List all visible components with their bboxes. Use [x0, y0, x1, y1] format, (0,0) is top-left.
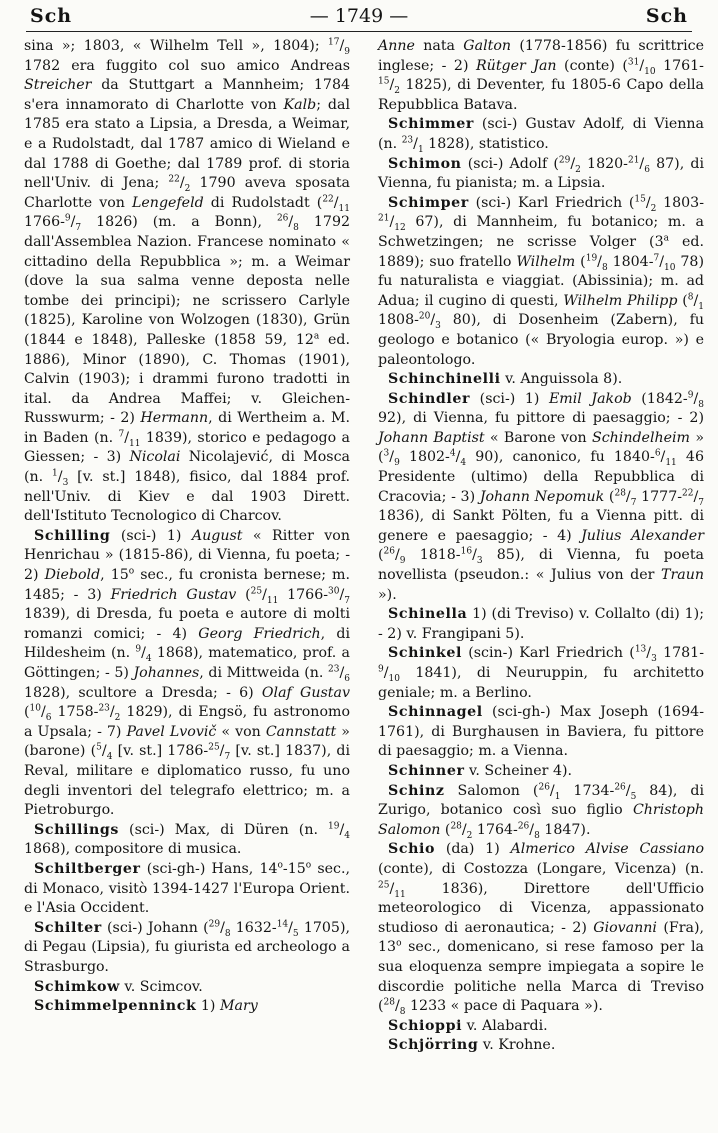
- running-head-left: Sch: [30, 5, 73, 27]
- dictionary-entry: Anne nata Galton (1778-1856) fu scrittrice inglese; - 2) Rütger Jan (conte) ($^{31}/_{10}$ $1761-^{15}/_2$ 1825), di Deventer, fu 1805-6 Capo della Repubblica Batava.: [378, 38, 705, 113]
- dictionary-entry: Schimmelpenninck 1) Mary: [34, 998, 258, 1015]
- entry-headword: Schinnagel: [388, 704, 483, 721]
- entry-headword: Schinchinelli: [388, 371, 501, 388]
- header-rule: [26, 31, 692, 32]
- dictionary-entry: Schinner v. Scheiner 4).: [388, 762, 573, 779]
- dictionary-entry: Schimper (sci-) Karl Friedrich ($^{15}/_2$ $1803-^{21}/_{12}$ 67), di Mannheim, fu botanico; m. a Schwetzingen; ne scrisse Volger (3$^a$ ed. 1889); suo fratello Wilhelm ($^{19}/_8$ $1804-^7/_{10}$ 78) fu naturalista e viaggiat. (Abissinia); m. ad Adua; il cugino di questi, Wilhelm Philipp ($^8/_1$ $1808-^{20}/_3$ 80), di Dosenheim (Zabern), fu geologo e botanico (« Bryologia europ. ») e paleontologo.: [378, 194, 705, 368]
- dictionary-entry: Schioppi v. Alabardi.: [388, 1017, 548, 1034]
- right-column: [378, 37, 704, 1127]
- running-head-right: Sch: [645, 5, 688, 27]
- dictionary-entry: Schinchinelli v. Anguissola 8).: [388, 371, 623, 388]
- dictionary-entry: Schio (da) 1) Almerico Alvise Cassiano (conte), di Costozza (Longare, Vicenza) (n. $^{25}/_{11}$ 1836), Direttore dell'Ufficio meteorologico di Vicenza, appassionato studioso di aeronautica; - 2) Giovanni (Fra), 13$^o$ sec., domenicano, si rese famoso per la sua eloquenza sempre impiegata a sopire le discordie politiche nella Marca di Treviso ($^{28}/_8$ 1233 « pace di Paquara »).: [378, 841, 705, 1017]
- entry-headword: Schimkow: [34, 978, 120, 995]
- entry-headword: Schindler: [388, 390, 471, 407]
- dictionary-entry: Schilter (sci-) Johann ($^{29}/_8$ $1632-^{14}/_5$ 1705), di Pegau (Lipsia), fu giurista ed archeologo a Strasburgo.: [24, 918, 350, 975]
- page-number: — 1749 —: [309, 5, 409, 27]
- dictionary-entry: Schindler (sci-) 1) Emil Jakob ($1842-^9/_8$ 92), di Vienna, fu pittore di paesaggio; - 2) Johann Baptist « Barone von Schindelheim » ($^3/_9$ $1802-^4/_4$ 90), canonico, fu $1840-^6/_{11}$ 46 Presidente (ultimo) della Repubblica di Cracovia; - 3) Johann Nepomuk ($^{28}/_7$ $1777-^{22}/_7$ 1836), di Sankt Pölten, fu a Vienna pitt. di genere e paesaggio; - 4) Julius Alexander ($^{26}/_9$ $1818-^{16}/_3$ 85), di Vienna, fu poeta novellista (pseudon.: « Julius von der Traun »).: [378, 389, 705, 603]
- page-header: [30, 3, 688, 29]
- dictionary-entry: Schilling (sci-) 1) August « Ritter von Henrichau » (1815-86), di Vienna, fu poeta; - 2) Diebold, 15$^o$ sec., fu cronista bernese; m. 1485; - 3) Friedrich Gustav ($^{25}/_{11}$ $1766-^{30}/_7$ 1839), di Dresda, fu poeta e autore di molti romanzi comici; - 4) Georg Friedrich, di Hildesheim (n. $^9/_4$ 1868), matematico, prof. a Göttingen; - 5) Johannes, di Mittweida (n. $^{23}/_6$ 1828), scultore a Dresda; - 6) Olaf Gustav ($^{10}/_6$ $1758-^{23}/_2$ 1829), di Engsö, fu astronomo a Upsala; - 7) Pavel Lvovič « von Cannstatt » (barone) ($^5/_4$ [v. st.] $1786-^{25}/_7$ [v. st.] 1837), di Reval, militare e diplomatico russo, fu uno degli inventori del telegrafo elettrico; m. a Pietroburgo.: [24, 527, 351, 819]
- entry-headword: Schinner: [388, 762, 465, 779]
- dictionary-entry: Schimkow v. Scimcov.: [34, 978, 203, 995]
- dictionary-entry: sina »; 1803, « Wilhelm Tell », 1804); $^{17}/_9$ 1782 era fuggito col suo amico Andreas Streicher da Stuttgart a Mannheim; 1784 s'era innamorato di Charlotte von Kalb; dal 1785 era stato a Lipsia, a Dresda, a Weimar, e a Rudolstadt, dal 1787 amico di Wieland e dal 1788 di Goethe; dal 1789 prof. di storia nell'Univ. di Jena; $^{22}/_2$ 1790 aveva sposata Charlotte von Lengefeld di Rudolstadt ($^{22}/_{11}$ $1766-^9/_7$ 1826) (m. a Bonn), $^{26}/_8$ 1792 dall'Assemblea Nazion. Francese nominato « cittadino della Repubblica »; m. a Weimar (dove la sua salma venne deposta nelle tombe dei principi); ne scrissero Carlyle (1825), Karoline von Wolzogen (1830), Grün (1844 e 1848), Palleske (1858 59, 12$^a$ ed. 1886), Minor (1890), C. Thomas (1901), Calvin (1903); i drammi furono tradotti in ital. da Andrea Maffei; v. Gleichen-Russwurm; - 2) Hermann, di Wertheim a. M. in Baden (n. $^7/_{11}$ 1839), storico e pedagogo a Giessen; - 3) Nicolai Nicolajević, di Mosca (n. $^1/_3$ [v. st.] 1848), fisico, dal 1884 prof. nell'Univ. di Kiev e dal 1903 Dirett. dell'Istituto Tecnologico di Charcov.: [24, 37, 351, 525]
- dictionary-entry: Schillings (sci-) Max, di Düren (n. $^{19}/_4$ 1868), compositore di musica.: [24, 821, 350, 858]
- dictionary-entry: Schinella 1) (di Treviso) v. Collalto (di) 1); - 2) v. Frangipani 5).: [378, 606, 704, 642]
- dictionary-entry: Schiltberger (sci-gh-) Hans, 14$^o$-15$^o$ sec., di Monaco, visitò 1394-1427 l'Europa Orient. e l'Asia Occident.: [24, 860, 350, 917]
- entry-headword: Schimmer: [388, 116, 474, 133]
- entry-headword: Schilling: [34, 527, 111, 544]
- entry-headword: Schimon: [388, 155, 462, 172]
- dictionary-entry: Schinz Salomon ($^{26}/_1$ $1734-^{26}/_5$ 84), di Zurigo, botanico così suo figlio Christoph Salomon ($^{28}/_2$ $1764-^{26}/_8$ 1847).: [378, 781, 704, 841]
- left-column: [24, 37, 350, 1127]
- dictionary-entry: Schimmer (sci-) Gustav Adolf, di Vienna (n. $^{23}/_1$ 1828), statistico.: [378, 116, 704, 155]
- entry-headword: Schinella: [388, 606, 468, 623]
- dictionary-entry: Schinkel (scin-) Karl Friedrich ($^{13}/_3$ $1781-^9/_{10}$ 1841), di Neuruppin, fu architetto geniale; m. a Berlino.: [378, 644, 704, 701]
- entry-headword: Schjörring: [388, 1037, 479, 1054]
- entry-headword: Schimmelpenninck: [34, 998, 197, 1015]
- entry-headword: Schillings: [34, 821, 119, 838]
- dictionary-entry: Schinnagel (sci-gh-) Max Joseph (1694-1761), di Burghausen in Baviera, fu pittore di paesaggio; m. a Vienna.: [378, 704, 704, 760]
- dictionary-entry: Schjörring v. Krohne.: [388, 1037, 556, 1054]
- entry-headword: Schimper: [388, 194, 469, 211]
- dictionary-entry: Schimon (sci-) Adolf ($^{29}/_2$ $1820-^{21}/_6$ 87), di Vienna, fu pianista; m. a Lipsia.: [378, 154, 704, 192]
- entry-headword: Schioppi: [388, 1017, 463, 1034]
- entry-headword: Schiltberger: [34, 860, 141, 877]
- text-columns: [24, 37, 704, 1127]
- entry-headword: Schio: [388, 841, 436, 858]
- entry-headword: Schinkel: [388, 645, 462, 662]
- entry-headword: Schinz: [388, 782, 445, 799]
- entry-headword: Schilter: [34, 919, 102, 936]
